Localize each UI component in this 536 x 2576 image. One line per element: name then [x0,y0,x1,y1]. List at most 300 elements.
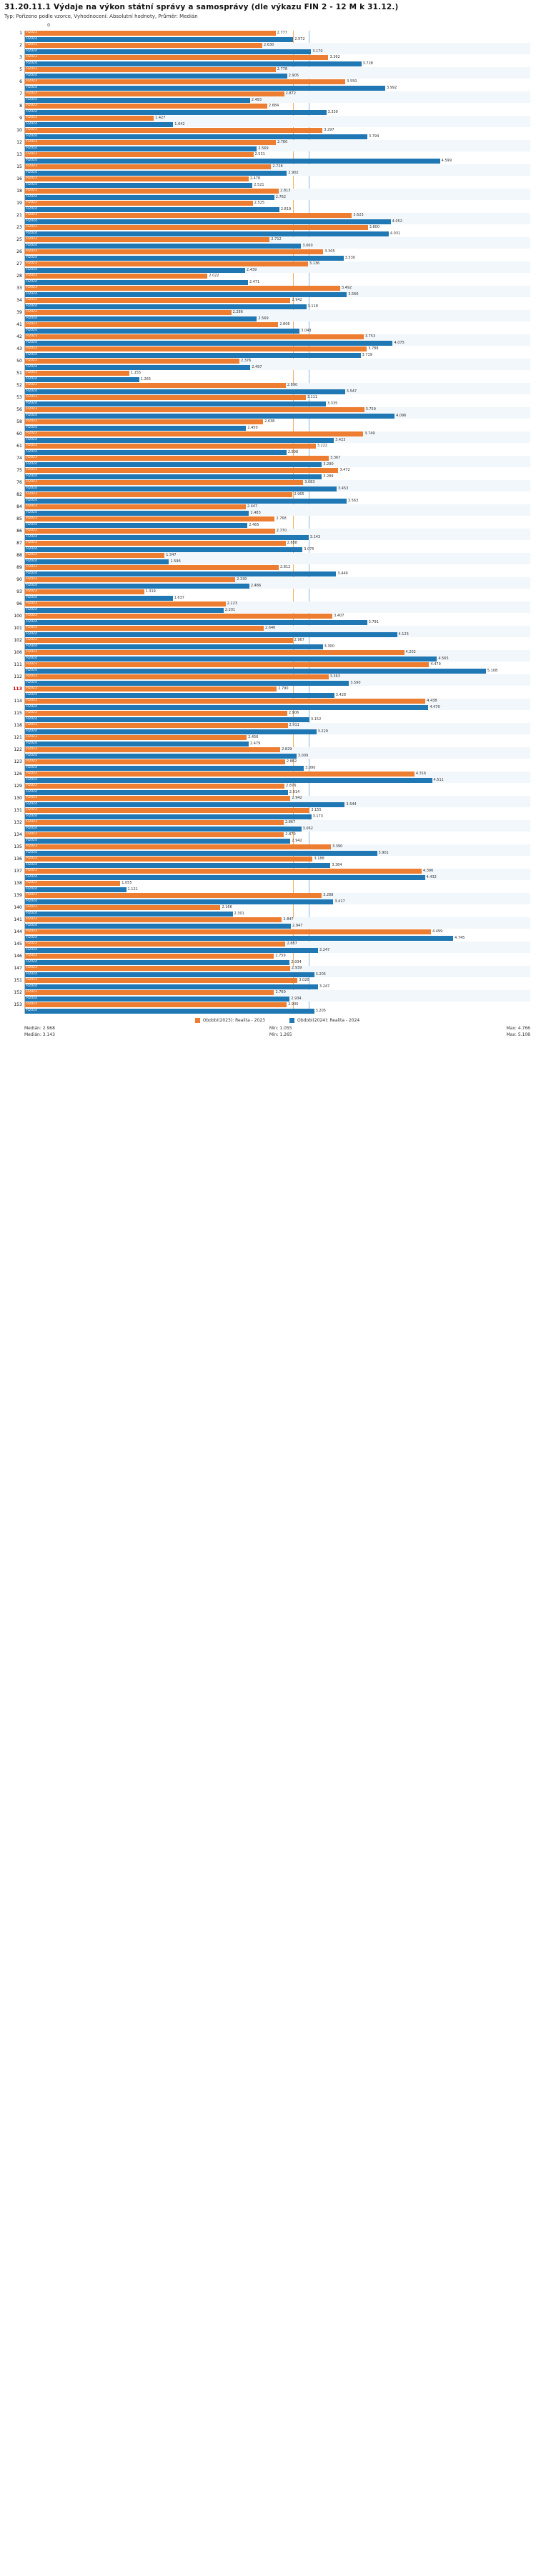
bar-series-label: R2024 [26,73,37,77]
row-category-label: 53 [16,395,22,400]
row-category-label: 145 [14,942,22,947]
bar-series-label: R2023 [26,699,37,703]
chart-row-group [14,832,530,844]
bar-value-label: 2.486 [250,583,262,588]
row-category-label: 146 [14,954,22,959]
row-category-label: 60 [16,431,22,436]
bar-series-label: R2024 [26,874,37,879]
row-category-label: 2 [19,43,22,48]
bar-series-label: R2024 [26,364,37,369]
bar-2023 [25,662,530,667]
bar-series-label: R2023 [26,893,37,897]
bar-fill [25,152,254,157]
chart-row-group [14,699,530,710]
chart-row-group [14,929,530,941]
chart-row-group [16,310,530,321]
bar-fill [25,626,264,631]
bar-value-label: 2.525 [254,201,265,206]
chart-row-group [16,140,530,151]
bar-fill [25,189,279,194]
bar-series-label: R2024 [26,607,37,611]
bar-series-label: R2024 [26,340,37,344]
bar-2024 [25,329,530,334]
bar-fill [25,516,274,521]
bar-2024 [25,778,530,783]
bar-value-label: 2.942 [292,298,302,303]
bar-value-label: 4.511 [433,777,444,782]
page-subtitle: Typ: Pořízeno podle vzorce, Vyhodnocení: Absolutní hodnoty, Průměr: Medián [4,14,198,19]
bar-series-label: R2023 [26,444,37,448]
bar-series-label: R2024 [26,194,37,199]
bar-value-label: 2.569 [258,146,269,151]
row-category-label: 89 [16,565,22,570]
bar-series-label: R2023 [26,614,37,618]
bar-series-label: R2024 [26,717,37,721]
chart-row-group [16,274,530,285]
row-category-label: 5 [19,67,22,72]
bar-2024 [25,754,530,759]
bar-series-label: R2024 [26,911,37,915]
bar-fill [25,705,428,710]
bar-2023 [25,893,530,898]
bar-series-label: R2023 [26,359,37,363]
bar-2023 [25,128,530,133]
chart-row-group [16,346,530,358]
bar-2024 [25,790,530,795]
chart-row-group [16,334,530,346]
bar-2023 [25,626,530,631]
bar-series-label: R2024 [26,413,37,417]
chart-row-group [14,917,530,929]
bar-fill [25,91,284,96]
bar-series-label: R2023 [26,104,37,108]
bar-2024 [25,231,530,236]
bar-fill [25,316,257,321]
bar-fill [25,851,377,856]
bar-value-label: 3.728 [362,61,373,66]
chart-row-group [16,225,530,236]
bar-fill [25,742,249,747]
bar-series-label: R2024 [26,947,37,952]
bar-series-label: R2023 [26,419,37,424]
bar-series-label: R2023 [26,395,37,399]
chart-row-group [14,626,530,637]
bar-2023 [25,468,530,473]
bar-value-label: 3.367 [330,456,341,461]
bar-fill [25,159,440,164]
bar-series-label: R2023 [26,529,37,533]
bar-value-label: 3.170 [312,49,323,54]
bar-2023 [25,444,530,449]
bar-2023 [25,431,530,436]
bar-value-label: 2.768 [276,516,287,521]
bar-fill [25,657,437,662]
bar-value-label: 2.898 [287,449,299,454]
bar-value-label: 2.330 [237,577,247,582]
row-category-label: 106 [14,650,22,655]
row-category-label: 33 [16,286,22,291]
chart-row-group [16,383,530,394]
bar-series-label: R2023 [26,553,37,557]
row-category-label: 147 [14,966,22,971]
bar-value-label: 2.447 [247,504,258,509]
bar-series-label: R2023 [26,626,37,630]
bar-2024 [25,1009,530,1014]
bar-series-label: R2024 [26,291,37,296]
chart-row-group [14,723,530,734]
bar-2024 [25,729,530,734]
bar-value-label: 4.470 [430,704,440,709]
bar-2024 [25,681,530,686]
header [0,0,536,20]
bar-series-label: R2024 [26,887,37,891]
bar-series-label: R2023 [26,310,37,314]
bar-fill [25,280,248,285]
bar-fill [25,79,345,84]
bar-value-label: 3.143 [309,534,321,539]
row-category-label: 39 [16,310,22,315]
bar-value-label: 3.305 [324,249,335,254]
bar-fill [25,286,340,291]
bar-series-label: R2023 [26,857,37,861]
bar-fill [25,681,349,686]
bar-2024 [25,669,530,674]
bar-series-label: R2023 [26,978,37,982]
bar-fill [25,329,299,334]
bar-value-label: 2.813 [280,189,291,194]
chart-row-group [14,662,530,674]
bar-fill [25,766,304,771]
bar-series-label: R2023 [26,201,37,205]
legend-label-2024: Obdobi(2024): Realita - 2024 [297,1017,360,1023]
bar-value-label: 3.205 [315,1008,326,1013]
bar-value-label: 1.637 [174,595,184,600]
bar-fill [25,298,290,303]
bar-fill [25,183,252,188]
bar-series-label: R2024 [26,996,37,1000]
bar-series-label: R2023 [26,492,37,496]
bar-series-label: R2024 [26,777,37,782]
row-category-label: 137 [14,869,22,874]
chart-row-group [16,371,530,382]
bar-fill [25,140,276,145]
bar-2023 [25,286,530,291]
bar-fill [25,541,286,546]
bar-fill [25,207,279,212]
bar-series-label: R2024 [26,437,37,441]
bar-series-label: R2023 [26,541,37,545]
chart-row-group [14,747,530,759]
bar-fill [25,261,308,266]
bar-2024 [25,353,530,358]
bar-fill [25,67,276,72]
bar-series-label: R2024 [26,644,37,648]
bar-value-label: 1.547 [166,553,177,558]
bar-fill [25,693,334,698]
bar-2024 [25,657,530,662]
bar-series-label: R2024 [26,255,37,259]
bar-fill [25,553,164,558]
bar-fill [25,674,329,679]
bar-2024 [25,171,530,176]
bar-series-label: R2023 [26,966,37,970]
chart-row-group [16,237,530,249]
bar-value-label: 3.901 [378,850,389,855]
bar-fill [25,912,233,917]
bar-2023 [25,91,530,96]
bar-2023 [25,249,530,254]
bar-value-label: 2.201 [224,607,236,612]
bar-series-label: R2023 [26,55,37,59]
bar-fill [25,832,284,837]
bar-2024 [25,74,530,79]
bar-series-label: R2023 [26,881,37,885]
bar-value-label: 2.934 [291,996,302,1001]
bar-2023 [25,189,530,194]
bar-fill [25,571,336,576]
bar-series-label: R2023 [26,954,37,958]
chart-row-group [16,504,530,516]
bar-value-label: 3.205 [315,972,326,977]
bar-series-label: R2024 [26,182,37,186]
bar-value-label: 2.465 [249,522,259,527]
bar-2023 [25,359,530,364]
bar-2024 [25,912,530,917]
bar-series-label: R2024 [26,376,37,381]
bar-2024 [25,693,530,698]
row-category-label: 56 [16,407,22,412]
bar-series-label: R2024 [26,36,37,41]
bar-2024 [25,49,530,54]
bar-fill [25,98,250,103]
bar-fill [25,759,285,764]
bar-series-label: R2023 [26,322,37,326]
bar-series-label: R2024 [26,789,37,794]
bar-2024 [25,802,530,807]
x-axis-top [24,23,530,31]
bar-value-label: 2.906 [288,711,299,716]
bar-value-label: 2.223 [227,601,237,606]
bar-value-label: 3.229 [317,729,328,734]
bar-2024 [25,183,530,188]
bar-2024 [25,960,530,965]
bar-fill [25,632,397,637]
bar-2024 [25,863,530,868]
bar-value-label: 3.247 [319,984,330,989]
chart-row-group [16,553,530,564]
chart-row-group [16,419,530,431]
row-category-label: 15 [16,164,22,169]
bar-series-label: R2024 [26,972,37,976]
bar-2024 [25,341,530,346]
bar-series-label: R2023 [26,31,37,35]
median-2024: Medián: 3.143 [24,1032,55,1037]
bar-value-label: 3.794 [368,134,379,139]
bar-fill [25,171,287,176]
bar-2024 [25,304,530,309]
bar-fill [25,256,344,261]
bar-2024 [25,159,530,164]
bar-2024 [25,86,530,91]
bar-value-label: 3.563 [347,498,359,503]
bar-series-label: R2023 [26,747,37,752]
row-category-label: 61 [16,444,22,449]
bar-fill [25,504,246,509]
bar-fill [25,990,274,995]
bar-value-label: 3.288 [323,893,334,898]
row-category-label: 82 [16,492,22,497]
chart-row-group [16,589,530,601]
bar-2023 [25,176,530,181]
chart-row-group [16,444,530,455]
chart-row-group [19,31,530,42]
chart-row-group [16,456,530,467]
bar-fill [25,499,347,504]
bar-series-label: R2023 [26,601,37,606]
bar-value-label: 4.031 [389,231,401,236]
chart-area [0,23,536,1014]
bar-series-label: R2024 [26,656,37,660]
chart-row-group [14,735,530,747]
bar-fill [25,662,429,667]
chart-row-group [16,298,530,309]
bar-2024 [25,292,530,297]
bar-fill [25,426,246,431]
bar-fill [25,37,293,42]
chart-row-group [19,116,530,127]
bar-2023 [25,541,530,546]
bar-fill [25,86,385,91]
row-category-label: 16 [16,176,22,181]
bar-fill [25,601,226,606]
bar-series-label: R2024 [26,619,37,624]
bar-series-label: R2024 [26,170,37,174]
bar-series-label: R2024 [26,765,37,769]
row-category-label: 27 [16,261,22,266]
row-category-label: 96 [16,601,22,606]
bar-fill [25,747,280,752]
chart-row-group [14,881,530,892]
bar-fill [25,669,486,674]
bar-fill [25,929,431,934]
bar-value-label: 2.760 [275,990,286,995]
bar-2023 [25,79,530,84]
bar-series-label: R2023 [26,431,37,436]
bar-series-label: R2023 [26,869,37,873]
chart-row-group [16,189,530,200]
bar-2023 [25,638,530,643]
row-category-label: 132 [14,820,22,825]
bar-value-label: 4.599 [441,158,452,163]
bar-value-label: 2.812 [280,565,291,570]
page-title: 31.20.11.1 Výdaje na výkon státní správy a samosprávy (dle výkazu FIN 2 - 12 M k 31.12.) [4,3,399,11]
bar-value-label: 3.566 [348,291,359,296]
bar-2023 [25,43,530,48]
bar-fill [25,195,274,200]
bar-value-label: 4.499 [432,929,443,934]
chart-row-group [16,492,530,504]
bar-2024 [25,972,530,977]
bar-2024 [25,620,530,625]
chart-row-group [14,772,530,783]
bar-2023 [25,346,530,351]
bar-value-label: 2.450 [247,425,258,430]
bar-2024 [25,377,530,382]
bar-value-label: 4.745 [455,935,465,940]
row-category-label: 100 [14,614,22,619]
bar-fill [25,511,249,516]
bar-value-label: 2.022 [209,274,219,279]
chart-row-group [14,638,530,649]
bar-fill [25,948,318,953]
bar-value-label: 3.590 [350,680,361,685]
bar-2023 [25,747,530,752]
row-category-label: 130 [14,796,22,801]
bar-fill [25,225,368,230]
bar-series-label: R2024 [26,510,37,514]
bar-fill [25,547,302,552]
bar-2023 [25,857,530,862]
chart-row-group [16,468,530,479]
row-category-label: 75 [16,468,22,473]
bar-series-label: R2023 [26,225,37,229]
bar-2024 [25,280,530,285]
bar-2023 [25,881,530,886]
bar-series-label: R2023 [26,140,37,144]
bar-fill [25,711,287,716]
bar-fill [25,365,250,370]
chart-row-group [16,128,530,139]
bar-value-label: 3.417 [334,899,345,904]
bar-fill [25,480,303,485]
bar-2023 [25,929,530,934]
bar-2023 [25,55,530,60]
bar-value-label: 2.942 [292,838,302,843]
chart-row-group [19,43,530,54]
bar-value-label: 3.384 [332,862,342,867]
row-category-label: 111 [14,662,22,667]
bar-value-label: 3.759 [365,407,376,412]
chart-row-group [14,978,530,989]
bar-value-label: 1.319 [145,589,156,594]
bar-fill [25,917,282,922]
bar-value-label: 2.493 [251,97,262,102]
bar-series-label: R2023 [26,261,37,266]
bar-series-label: R2024 [26,425,37,429]
bar-value-label: 3.155 [311,808,322,813]
bar-2023 [25,164,530,169]
bar-2024 [25,584,530,589]
bar-2024 [25,705,530,710]
chart-row-group [14,711,530,722]
bar-2023 [25,310,530,315]
bar-series-label: R2023 [26,516,37,521]
bar-value-label: 3.363 [329,674,340,679]
bar-fill [25,231,389,236]
min-2023: Min: 1.055 [269,1025,292,1031]
bar-value-label: 3.247 [319,947,330,952]
bar-value-label: 3.075 [304,546,314,551]
bar-fill [25,244,301,249]
bar-fill [25,820,284,825]
bar-2023 [25,152,530,157]
bar-value-label: 3.290 [323,461,334,466]
bar-series-label: R2023 [26,735,37,739]
row-category-label: 58 [16,419,22,424]
bar-value-label: 3.339 [327,109,338,114]
bar-series-label: R2023 [26,723,37,727]
bar-fill [25,790,288,795]
